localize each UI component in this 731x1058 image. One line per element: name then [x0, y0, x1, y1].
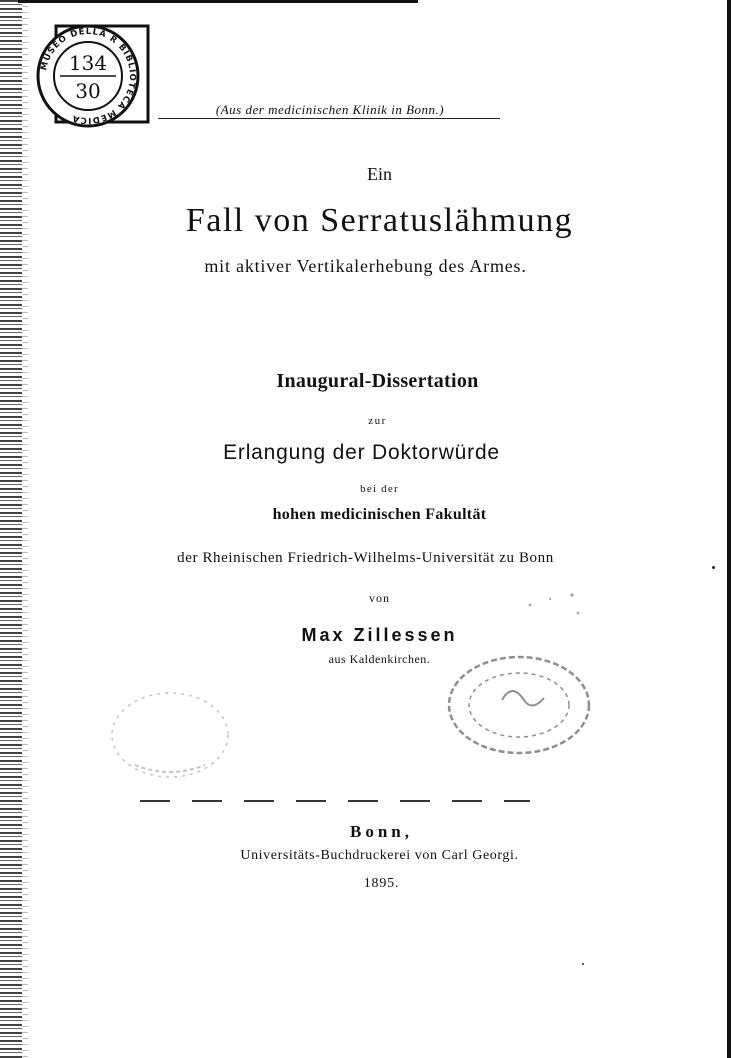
purpose-line: Erlangung der Doktorwürde	[223, 441, 500, 464]
ink-speck	[582, 963, 584, 965]
author-origin: aus Kaldenkirchen.	[328, 652, 431, 666]
ink-specks	[520, 585, 590, 625]
imprint-printer: Universitäts-Buchdruckerei von Carl Georgi.	[240, 848, 519, 863]
subtitle: mit aktiver Vertikalerhebung des Armes.	[204, 256, 527, 276]
stamp-shelf-bottom: 30	[75, 79, 101, 103]
author-name: Max Zillessen	[301, 625, 458, 645]
ink-speck	[712, 566, 715, 569]
main-title: Fall von Serratuslähmung	[185, 202, 574, 239]
scan-left-edge-noise	[22, 0, 28, 1058]
scan-right-edge	[727, 0, 731, 1058]
oval-stamp	[444, 650, 594, 760]
faint-stamp	[105, 685, 235, 785]
word-zur: zur	[368, 415, 387, 427]
word-von: von	[369, 591, 390, 605]
imprint-year: 1895.	[363, 876, 400, 891]
word-bei-der: bei der	[360, 483, 399, 495]
library-stamp	[26, 18, 154, 130]
title-ein: Ein	[367, 164, 392, 184]
imprint-city: Bonn,	[350, 822, 413, 841]
institute-line: (Aus der medicinischen Klinik in Bonn.)	[215, 102, 445, 117]
stamp-ring-text: MUSEO DELLA R BIBLIOTECA MEDICA	[39, 26, 138, 126]
separator-rule	[140, 800, 530, 802]
faculty-line: hohen medicinischen Fakultät	[272, 506, 487, 523]
institute-underline	[158, 118, 500, 119]
scan-left-edge	[0, 0, 22, 1058]
university-line: der Rheinischen Friedrich-Wilhelms-Universität zu Bonn	[177, 550, 554, 566]
scan-top-edge	[18, 0, 418, 3]
dissertation-heading: Inaugural-Dissertation	[276, 370, 479, 392]
stamp-shelf-top: 134	[68, 51, 108, 75]
